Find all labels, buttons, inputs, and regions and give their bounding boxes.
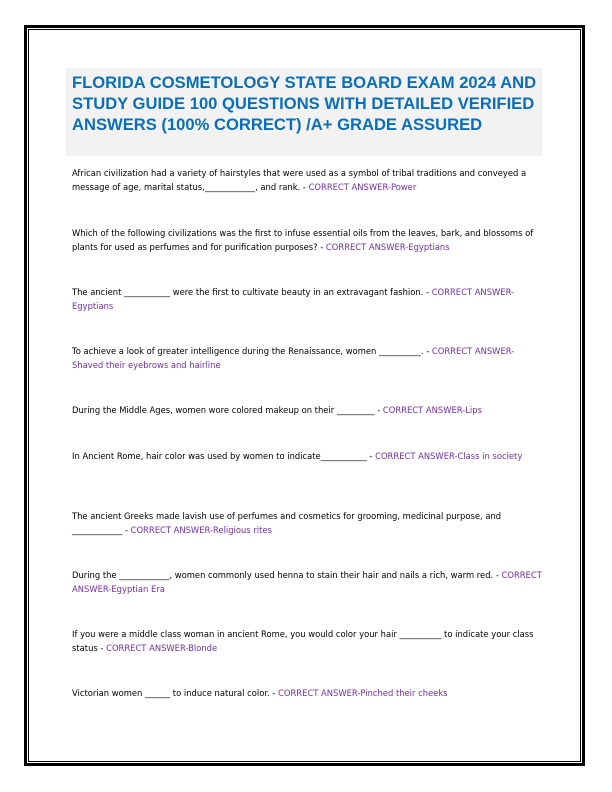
answer-text: CORRECT ANSWER-Egyptians	[325, 242, 450, 253]
qa-item-7	[72, 509, 542, 537]
question-text: The ancient Greeks made lavish use of perfumes and cosmetics for grooming, medicinal purpose, and ____________ -	[72, 511, 502, 536]
qa-item-5	[72, 403, 542, 417]
question-text: Which of the following civilizations was the first to infuse essential oils from the leaves, bark, and blossoms of plants for used as perfumes and for purification purposes? -	[72, 228, 534, 253]
qa-item-3	[72, 285, 542, 313]
question-text: During the Middle Ages, women wore colored makeup on their _________ -	[72, 405, 383, 415]
answer-text: CORRECT ANSWER-Egyptian Era	[72, 570, 542, 595]
question-text: In Ancient Rome, hair color was used by women to indicate___________ -	[72, 451, 376, 461]
document-title: FLORIDA COSMETOLOGY STATE BOARD EXAM 2024 AND STUDY GUIDE 100 QUESTIONS WITH DETAILED VERIFIED ANSWERS (100% CORRECT) /A+ GRADE ASSURED	[72, 73, 537, 134]
answer-text: CORRECT ANSWER-Lips	[382, 405, 482, 415]
answer-text: CORRECT ANSWER-Egyptians	[72, 287, 515, 312]
qa-item-1	[72, 166, 542, 194]
answer-text: CORRECT ANSWER-Blonde	[106, 643, 218, 654]
qa-item-9	[72, 627, 542, 655]
question-text: During the ____________, women commonly used henna to stain their hair and nails a rich, warm red. -	[72, 570, 502, 580]
answer-text: CORRECT ANSWER-Pinched their cheeks	[278, 688, 448, 698]
question-text: If you were a middle class woman in ancient Rome, you would color your hair __________ to indicate your class status -	[72, 629, 534, 654]
qa-item-6	[72, 449, 542, 463]
question-text: To achieve a look of greater intelligence during the Renaissance, women __________. -	[72, 346, 432, 356]
answer-text: CORRECT ANSWER-Religious rites	[130, 525, 272, 536]
question-text: African civilization had a variety of hairstyles that were used as a symbol of tribal traditions and conveyed a message of age, marital status,____________, and rank. -	[72, 168, 527, 193]
question-text: The ancient ___________ were the first to cultivate beauty in an extravagant fashion. -	[72, 287, 432, 297]
qa-item-2	[72, 226, 542, 254]
qa-item-4	[72, 344, 542, 372]
qa-item-8	[72, 568, 542, 596]
answer-text: CORRECT ANSWER-Power	[308, 182, 417, 193]
qa-item-10	[72, 686, 542, 700]
answer-text: CORRECT ANSWER-Class in society	[375, 451, 523, 461]
question-text: Victorian women ______ to induce natural color. -	[72, 688, 279, 698]
answer-text: CORRECT ANSWER-Shaved their eyebrows and hairline	[72, 346, 515, 371]
